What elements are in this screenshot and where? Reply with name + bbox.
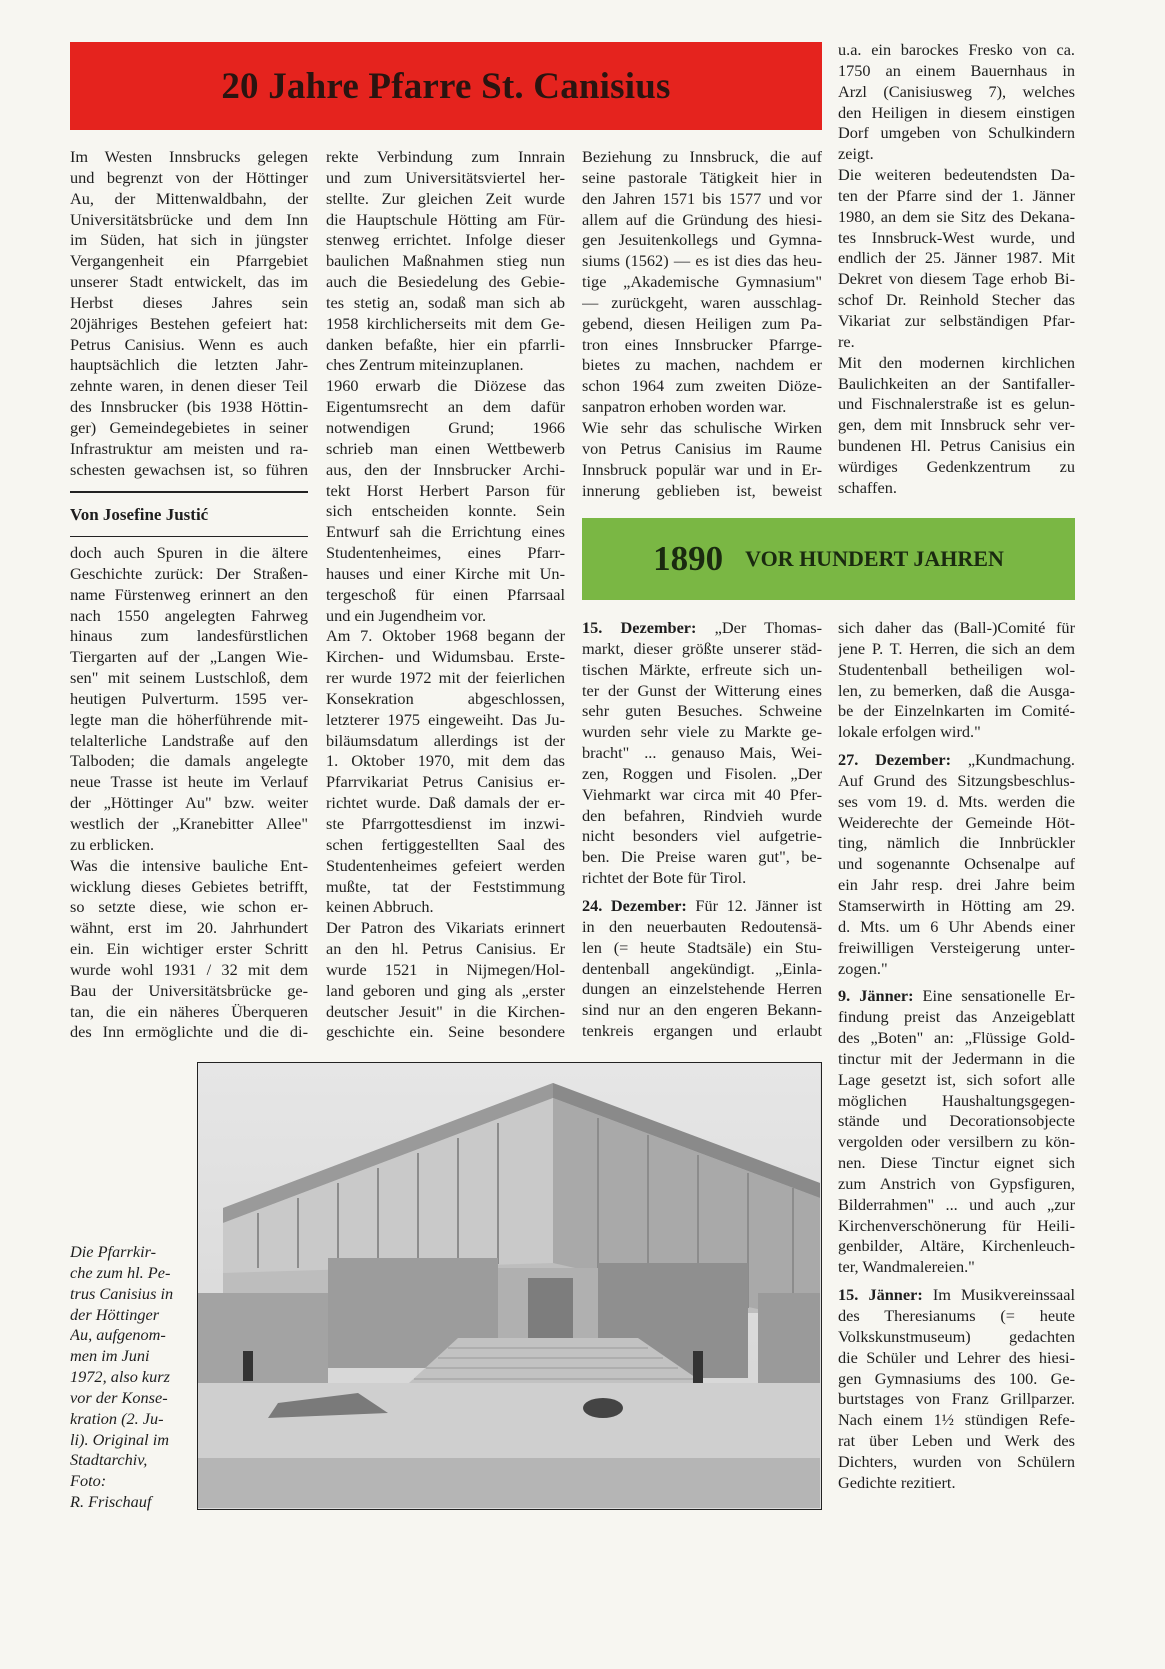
- date-lead: 27. Dezember:: [838, 750, 952, 770]
- text-line: gen, dem mit Innsbruck sehr ver-: [838, 415, 1075, 435]
- text-line: und zum Universitätsviertel her-: [326, 167, 565, 187]
- text-line: burtstages von Franz Grillparzer.: [838, 1389, 1075, 1409]
- text-line: gen Jesuitenkollegs und Gymna-: [582, 230, 822, 250]
- text-line: des Theresianums (= heute: [838, 1306, 1075, 1325]
- text-line: Kirchenverschönerung für Heili-: [838, 1215, 1075, 1235]
- text-line: Pfarrvikariat Petrus Canisius er-: [326, 772, 565, 792]
- text-line: schaffen.: [838, 477, 897, 497]
- text-line: Bau der Universitätsbrücke ge-: [70, 980, 308, 1000]
- text-line: Talboden; die damals angelegte: [70, 751, 308, 771]
- text-line: telalterliche Landstraße auf den: [70, 730, 308, 750]
- paragraph: [70, 1242, 190, 1513]
- text-line: che zum hl. Pe-: [70, 1262, 171, 1282]
- text-line: Bilderrahmen" ... und auch „zur: [838, 1194, 1075, 1214]
- text-line: sen" mit seinem Lustschloß, dem: [70, 668, 308, 688]
- text-line: name Fürstenweg erinnert an den: [70, 584, 308, 604]
- paragraph: [70, 856, 308, 1044]
- text-line: des „Boten" an: „Flüssige Gold-: [838, 1028, 1075, 1048]
- text-line: seine pastorale Tätigkeit hier in: [582, 167, 822, 187]
- text-line: trus Canisius in: [70, 1283, 174, 1303]
- text-line: wurden sehr viele zu Markte ge-: [582, 722, 822, 742]
- text-line: stände und Decorationsobjecte: [838, 1111, 1075, 1131]
- text-line: westlich der „Kranebitter Allee": [70, 813, 308, 833]
- text-line: biläumsdatum allerdings ist der: [326, 730, 565, 750]
- text-line: schon 1964 zum zweiten Diöze-: [582, 376, 822, 396]
- church-photo-image: [198, 1063, 820, 1508]
- text-line: geschichte ein. Seine besondere: [326, 1022, 565, 1042]
- text-line: zu erblicken.: [70, 834, 155, 854]
- text-line: Vikariat zur selbständigen Pfar-: [838, 310, 1075, 330]
- text-line: ein. Ein wichtiger erster Schritt: [70, 939, 308, 959]
- text-line: in den neuerbauten Redoutensä-: [582, 916, 822, 936]
- text-line: Dichters, wurden von Schülern: [838, 1451, 1075, 1471]
- text-line: markt, dieser größte unserer städ-: [582, 638, 822, 658]
- text-line: Au, aufgenom-: [70, 1325, 166, 1345]
- text-line: Was die intensive bauliche Ent-: [70, 855, 308, 875]
- text-line: re.: [838, 331, 855, 351]
- text-line: zum Anstrich von Gypsfiguren,: [838, 1173, 1075, 1193]
- paragraph: [838, 1285, 1075, 1493]
- text-line: hauses und einer Kirche mit Un-: [326, 563, 565, 583]
- text-line: zen, Roggen und Fisolen. „Der: [582, 763, 822, 783]
- text-line: notwendigen Grund; 1966: [326, 417, 565, 437]
- text-line: auch die Besiedelung des Gebie-: [326, 272, 565, 292]
- text-line: hinaus zum landesfürstlichen: [70, 626, 308, 646]
- text-line: u.a. ein barockes Fresko von ca.: [838, 40, 1075, 59]
- text-line: neue Trasse ist heute im Verlauf: [70, 772, 308, 792]
- text-line: Konsekration abgeschlossen,: [326, 688, 565, 708]
- text-line: ter, Wandmalereien.": [838, 1257, 975, 1277]
- text-line: hauptsächlich die letzten Jahr-: [70, 355, 308, 375]
- text-line: Im Westen Innsbrucks gelegen: [70, 147, 308, 166]
- text-line: dentenball angekündigt. „Einla-: [582, 958, 822, 978]
- text-line: nach 1550 angelegten Fahrweg: [70, 605, 308, 625]
- text-line: Dorf umgeben von Schulkindern: [838, 123, 1075, 143]
- text-line: Innsbruck populär war und in Er-: [582, 459, 822, 479]
- text-line: richtet der Bote für Tirol.: [582, 868, 747, 888]
- text-line: Mit den modernen kirchlichen: [838, 352, 1075, 372]
- date-lead: 15. Jänner:: [838, 1285, 923, 1305]
- text-line: tergeschoß für einen Pfarrsaal: [326, 584, 565, 604]
- text-line: den Heiligen in diesem einstigen: [838, 102, 1075, 122]
- text-line: Die weiteren bedeutendsten Da-: [838, 165, 1075, 185]
- text-line: dungen an einzelstehende Herren: [582, 979, 822, 999]
- text-line: bracht" ... genauso Mais, Wei-: [582, 743, 822, 763]
- text-line: Foto:: [70, 1471, 107, 1491]
- text-line: 1750 an einem Bauernhaus in: [838, 60, 1075, 80]
- text-line: tes stetig an, sodaß man sich ab: [326, 292, 565, 312]
- text-line: tan, die ein näheres Überqueren: [70, 1001, 308, 1021]
- text-line: zeigt.: [838, 144, 874, 164]
- text-line: Arzl (Canisiusweg 7), welches: [838, 81, 1075, 101]
- text-line: des Inn ermöglichte und die di-: [70, 1022, 308, 1042]
- text-line: gebend, diesen Heiligen zum Pa-: [582, 313, 822, 333]
- text-line: legte man die höherführende mit-: [70, 709, 308, 729]
- text-line: freiwilligen Versteigerung unter-: [838, 937, 1075, 957]
- text-line: und ein Jugendheim vor.: [326, 605, 487, 625]
- text-line: Studentenball betheiligen wol-: [838, 659, 1075, 679]
- text-line: tischen Märkte, erfreute sich un-: [582, 659, 822, 679]
- text-line: findung preist das Anzeigeblatt: [838, 1007, 1075, 1027]
- text-line: letzterer 1975 eingeweiht. Das Ju-: [326, 709, 565, 729]
- photo-caption: [70, 1242, 190, 1513]
- text-line: wähnt, erst im 20. Jahrhundert: [70, 918, 308, 938]
- church-photo: [197, 1062, 822, 1510]
- paragraph: [582, 618, 822, 889]
- text-line: Stamserwirth in Hötting am 29.: [838, 895, 1075, 915]
- text-line: Petrus Canisius. Wenn es auch: [70, 334, 308, 354]
- text-line: den befahren, Rindvieh wurde: [582, 805, 822, 825]
- text-line: 1972, also kurz: [70, 1367, 170, 1387]
- text-line: des Innsbrucker (bis 1938 Höttin-: [70, 397, 308, 417]
- text-line: und begrenzt von der Höttinger: [70, 167, 308, 187]
- text-line: Au, der Mittenwaldbahn, der: [70, 188, 308, 208]
- paragraph: [838, 750, 1075, 979]
- text-line: endlich der 25. Jänner 1987. Mit: [838, 248, 1075, 268]
- text-line: len (= heute Stadtsäle) ein Stu-: [582, 937, 822, 957]
- text-line: Die Pfarrkir-: [70, 1242, 157, 1261]
- text-line: sich entscheiden konnte. Sein: [326, 501, 565, 521]
- headline: 20 Jahre Pfarre St. Canisius: [221, 65, 671, 107]
- chronicle-column-1: [582, 618, 822, 1042]
- date-lead: 15. Dezember:: [582, 618, 697, 637]
- text-line: stenweg errichtet. Infolge dieser: [326, 230, 565, 250]
- text-line: aus, den der Innsbrucker Archi-: [326, 459, 565, 479]
- text-line: an den hl. Petrus Canisius. Er: [326, 939, 565, 959]
- text-line: im Süden, hat sich in jüngster: [70, 230, 308, 250]
- text-line: Beziehung zu Innsbruck, die auf: [582, 147, 822, 166]
- text-line: lokale erfolgen wird.": [838, 722, 981, 742]
- paragraph: [326, 147, 565, 376]
- text-line: schrieb man einen Wettbewerb: [326, 438, 565, 458]
- text-line: möglichen Haushaltungsgegen-: [838, 1090, 1075, 1110]
- date-lead: 24. Dezember:: [582, 895, 687, 915]
- text-line: der Höttinger: [70, 1304, 160, 1324]
- text-line: ches Zentrum miteinzuplanen.: [326, 355, 524, 375]
- paragraph: [838, 353, 1075, 499]
- text-line: ter der Gunst der Witterung eines: [582, 680, 822, 700]
- text-line: bietes zu machen, nachdem er: [582, 355, 822, 375]
- text-line: wicklung dieses Gebietes betrifft,: [70, 876, 308, 896]
- text-line: Volkskunstmuseum) gedachten: [838, 1326, 1075, 1346]
- text-line: rekte Verbindung zum Innrain: [326, 147, 565, 166]
- text-line: bundenen Hl. Petrus Canisius ein: [838, 436, 1075, 456]
- text-line: so setzte diese, wie schon er-: [70, 897, 308, 917]
- text-line: tron eines Innsbrucker Pfarrge-: [582, 334, 822, 354]
- text-line: tinctur mit der Jedermann in die: [838, 1048, 1075, 1068]
- text-line: baulichen Maßnahmen stieg nun: [326, 251, 565, 271]
- text-line: keinen Abbruch.: [326, 897, 434, 917]
- text-line: gen Gymnasiums des 100. Ge-: [838, 1368, 1075, 1388]
- paragraph: [838, 165, 1075, 353]
- text-line: schesten gewachsen ist, so führen: [70, 459, 308, 479]
- text-line: danken befaßte, hier ein pfarrli-: [326, 334, 565, 354]
- text-line: len, zu bemerken, daß die Ausga-: [838, 680, 1075, 700]
- text-line: d. Mts. um 6 Uhr Abends einer: [838, 916, 1075, 936]
- text-line: von Petrus Canisius im Raume: [582, 438, 822, 458]
- text-line: tige „Akademische Gymnasium": [582, 272, 822, 292]
- date-lead: 9. Jänner:: [838, 986, 914, 1006]
- text-line: rat über Leben und Werk des: [838, 1431, 1075, 1451]
- text-line: und sogenannte Ochsenalpe auf: [838, 854, 1075, 874]
- article-column-2: [326, 147, 565, 1043]
- paragraph: [326, 918, 565, 1043]
- text-line: Viehmarkt war circa mit 40 Pfer-: [582, 784, 822, 804]
- text-line: mußte, tat der Feststimmung: [326, 876, 565, 896]
- section-banner: [582, 518, 1075, 600]
- text-line: Studentenheimes, eines Pfarr-: [326, 543, 565, 563]
- text-line: be der Einzelnkarten im Comité-: [838, 701, 1075, 721]
- text-line: nicht besonders viel aufgetrie-: [582, 826, 822, 846]
- text-line: genbilder, Altäre, Kirchenleuch-: [838, 1236, 1075, 1256]
- text-line: 15. Dezember: „Der Thomas-: [582, 618, 822, 637]
- text-line: land geboren und ging als „erster: [326, 980, 565, 1000]
- text-line: — zurückgeht, waren ausschlag-: [582, 292, 822, 312]
- text-line: innerung geblieben ist, beweist: [582, 480, 822, 500]
- paragraph: [838, 986, 1075, 1278]
- paragraph: [70, 147, 308, 481]
- text-line: Der Patron des Vikariats erinnert: [326, 918, 565, 938]
- text-line: ste Pfarrgottesdienst im inzwi-: [326, 814, 565, 833]
- text-line: 1. Oktober 1970, mit dem das: [326, 751, 565, 771]
- article-column-4: [838, 40, 1075, 499]
- text-line: Lage gesetzt ist, sich sofort alle: [838, 1069, 1075, 1089]
- paragraph: [838, 618, 1075, 743]
- text-line: Tiergarten auf der „Langen Wie-: [70, 647, 308, 667]
- text-line: siums (1562) — es ist dies das heu-: [582, 251, 822, 271]
- text-line: wurde 1521 in Nijmegen/Hol-: [326, 959, 565, 979]
- text-line: vor der Konse-: [70, 1387, 168, 1407]
- text-line: Nach einem 1½ stündigen Refe-: [838, 1410, 1075, 1430]
- text-line: 9. Jänner: Eine sensationelle Er-: [838, 986, 1075, 1006]
- paragraph: [326, 626, 565, 918]
- text-line: rer wurde 1972 mit der feierlichen: [326, 668, 565, 688]
- text-line: heutigen Pulverturm. 1595 ver-: [70, 688, 308, 708]
- text-line: tes Innsbruck-West wurde, und: [838, 227, 1075, 247]
- text-line: der „Höttinger Au" bzw. weiter: [70, 793, 308, 813]
- byline-rule-bottom: [70, 536, 308, 537]
- text-line: 1980, an dem sie Sitz des Dekana-: [838, 206, 1075, 226]
- article-column-3: [582, 147, 822, 501]
- text-line: vergolden oder versilbern zu kön-: [838, 1132, 1075, 1152]
- text-line: tekt Horst Herbert Parson für: [326, 480, 565, 500]
- text-line: sich daher das (Ball-)Comité für: [838, 618, 1075, 637]
- text-line: R. Frischauf: [70, 1492, 152, 1512]
- paragraph: [582, 418, 822, 501]
- text-line: Herbst dieses Jahres sein: [70, 292, 308, 312]
- text-line: sehr guten Besuches. Schweine: [582, 701, 822, 721]
- text-line: die Schüler und Lehrer des hiesi-: [838, 1347, 1075, 1367]
- text-line: Universitätsbrücke und dem Inn: [70, 209, 308, 229]
- chronicle-column-2: [838, 618, 1075, 1494]
- paragraph: [326, 376, 565, 626]
- text-line: kration (2. Ju-: [70, 1408, 164, 1428]
- text-line: Eigentumsrecht an dem dafür: [326, 397, 565, 417]
- text-line: unserer Stadt entwickelt, das im: [70, 272, 308, 292]
- text-line: Kirchen- und Widumsbau. Erste-: [326, 647, 565, 667]
- text-line: Infrastruktur am meisten und ra-: [70, 438, 308, 458]
- headline-banner: [70, 42, 822, 130]
- text-line: allem auf die Gründung des hiesi-: [582, 209, 822, 229]
- text-line: Dekret von diesem Tage erhob Bi-: [838, 269, 1075, 289]
- text-line: ben. Die Preise waren gut", be-: [582, 847, 822, 867]
- text-line: wurde wohl 1931 / 32 mit dem: [70, 959, 308, 979]
- text-line: Entwurf sah die Errichtung eines: [326, 522, 565, 542]
- text-line: tenkreis ergangen und erlaubt: [582, 1021, 822, 1041]
- text-line: men im Juni: [70, 1346, 150, 1366]
- section-title: VOR HUNDERT JAHREN: [745, 546, 1004, 571]
- text-line: ger) Gemeindegebietes in seiner: [70, 417, 308, 437]
- text-line: und Fischnalerstraße ist es gelun-: [838, 394, 1075, 414]
- text-line: sanpatron erhoben worden war.: [582, 397, 787, 417]
- paragraph: [838, 40, 1075, 165]
- text-line: doch auch Spuren in die ältere: [70, 543, 308, 562]
- text-line: ting, nämlich die Innbrückler: [838, 833, 1075, 853]
- text-line: 27. Dezember: „Kundmachung.: [838, 750, 1075, 770]
- text-line: Am 7. Oktober 1968 begann der: [326, 626, 565, 646]
- text-line: jene P. T. Herren, die sich an dem: [838, 638, 1075, 658]
- text-line: schof Dr. Reinhold Stecher das: [838, 290, 1075, 310]
- text-line: 1960 erwarb die Diözese das: [326, 376, 565, 396]
- text-line: zogen.": [838, 958, 888, 978]
- text-line: Auf Grund des Sitzungsbeschlus-: [838, 770, 1075, 790]
- text-line: ses vom 19. d. Mts. werden die: [838, 791, 1075, 811]
- text-line: zehnte waren, in denen dieser Teil: [70, 376, 308, 396]
- text-line: deutscher Jesuit" in die Kirchen-: [326, 1001, 565, 1021]
- article-column-1-bottom: [70, 543, 308, 1043]
- text-line: die Hauptschule Hötting am Für-: [326, 209, 565, 229]
- text-line: Studentenheimes gefeiert werden: [326, 855, 565, 875]
- article-column-1-top: [70, 147, 308, 481]
- text-line: Wie sehr das schulische Wirken: [582, 417, 822, 437]
- text-line: ten der Pfarre sind der 1. Jänner: [838, 185, 1075, 205]
- text-line: Geschichte zurück: Der Straßen-: [70, 563, 308, 583]
- text-line: Gedichte rezitiert.: [838, 1472, 956, 1492]
- text-line: Stadtarchiv,: [70, 1450, 148, 1470]
- text-line: 24. Dezember: Für 12. Jänner ist: [582, 895, 822, 915]
- section-year: 1890: [653, 539, 724, 578]
- byline-rule-top: [70, 491, 308, 493]
- text-line: sind nur an den engeren Bekann-: [582, 1000, 822, 1020]
- text-line: Weiderechte der Gemeinde Höt-: [838, 812, 1075, 832]
- paragraph: [582, 147, 822, 418]
- text-line: würdiges Gedenkzentrum zu: [838, 456, 1075, 476]
- text-line: schen fertiggestellten Saal des: [326, 834, 565, 854]
- text-line: richtet wurde. Daß damals der er-: [326, 793, 565, 813]
- byline: Von Josefine Justić: [70, 505, 209, 524]
- text-line: Vergangenheit ein Pfarrgebiet: [70, 251, 308, 271]
- text-line: li). Original im: [70, 1429, 170, 1449]
- text-line: den Jahren 1571 bis 1577 und vor: [582, 188, 822, 208]
- text-line: 20jähriges Bestehen gefeiert hat:: [70, 313, 308, 333]
- paragraph: [582, 896, 822, 1042]
- text-line: 1958 kirchlicherseits mit dem Ge-: [326, 313, 565, 333]
- text-line: Baulichkeiten an der Santifaller-: [838, 373, 1075, 393]
- text-line: nen. Diese Tinctur eignet sich: [838, 1153, 1075, 1173]
- text-line: ein Jahr resp. drei Jahre beim: [838, 875, 1075, 895]
- text-line: stellte. Zur gleichen Zeit wurde: [326, 188, 565, 208]
- paragraph: [70, 543, 308, 856]
- text-line: 15. Jänner: Im Musikvereinssaal: [838, 1285, 1075, 1305]
